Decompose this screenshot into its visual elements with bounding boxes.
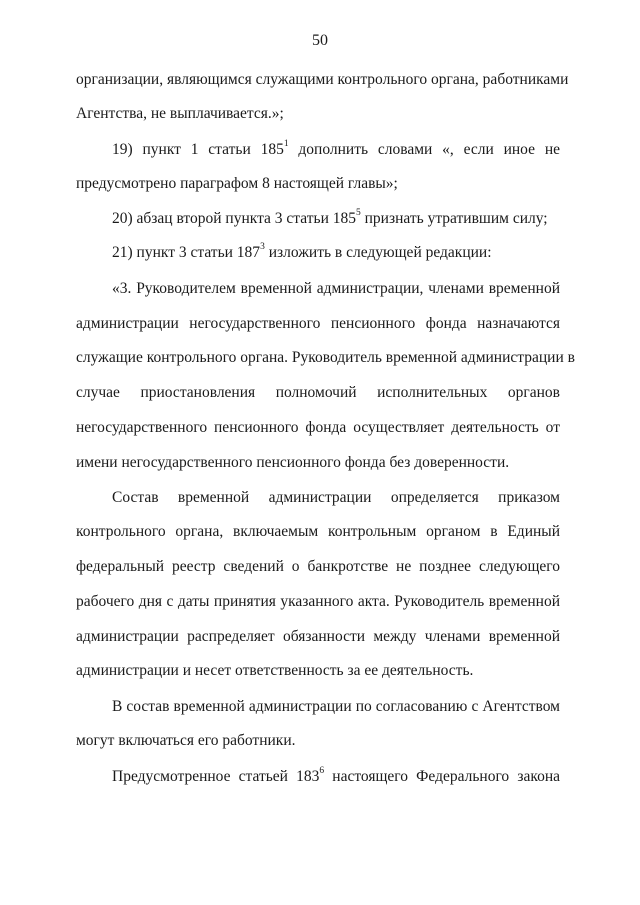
text-line: случае приостановления полномочий исполнительных органов [76, 384, 560, 401]
text-line: федеральный реестр сведений о банкротстве не позднее следующего [76, 558, 560, 575]
superscript-number: 1 [283, 138, 289, 149]
text-line: могут включаться его работники. [76, 732, 296, 749]
superscript-number: 5 [356, 207, 361, 218]
text-line: негосударственного пенсионного фонда осуществляет деятельность от [76, 419, 560, 436]
text-line [112, 140, 560, 160]
page-number: 50 [312, 32, 328, 49]
text-line-part: настоящего Федерального закона [324, 768, 560, 785]
text-line: предусмотрено параграфом 8 настоящей главы»; [76, 175, 398, 192]
text-line: В состав временной администрации по согласованию с Агентством [112, 698, 560, 715]
text-line [112, 243, 560, 263]
text-line: администрации и несет ответственность за ее деятельность. [76, 662, 474, 679]
text-line-part: 21) пункт 3 статьи 187 [112, 244, 261, 261]
text-line: администрации негосударственного пенсионного фонда назначаются [76, 315, 560, 332]
superscript-number: 6 [319, 765, 325, 776]
text-line: имени негосударственного пенсионного фонда без доверенности. [76, 454, 510, 471]
text-line-part: изложить в следующей редакции: [264, 244, 492, 261]
text-line: организации, являющимся служащими контрольного органа, работниками [76, 71, 569, 88]
text-line-part: 19) пункт 1 статьи 185 [112, 141, 284, 158]
text-line [112, 209, 560, 229]
superscript-number: 3 [260, 241, 265, 252]
text-line: «3. Руководителем временной администрации, членами временной [112, 280, 560, 297]
text-line: администрации распределяет обязанности между членами временной [76, 628, 560, 645]
text-line-part: Предусмотренное статьей 183 [112, 768, 320, 785]
text-line-part: дополнить словами «, если иное не [288, 141, 560, 158]
text-line [112, 767, 560, 787]
text-line: Агентства, не выплачивается.»; [76, 105, 284, 122]
text-line: рабочего дня с даты принятия указанного акта. Руководитель временной [76, 593, 560, 610]
text-line-part: 20) абзац второй пункта 3 статьи 185 [112, 210, 356, 227]
text-line: Состав временной администрации определяется приказом [112, 489, 560, 506]
text-line: служащие контрольного органа. Руководитель временной администрации в [76, 349, 575, 366]
text-line: контрольного органа, включаемым контрольным органом в Единый [76, 523, 560, 540]
text-line-part: признать утратившим силу; [360, 210, 548, 227]
